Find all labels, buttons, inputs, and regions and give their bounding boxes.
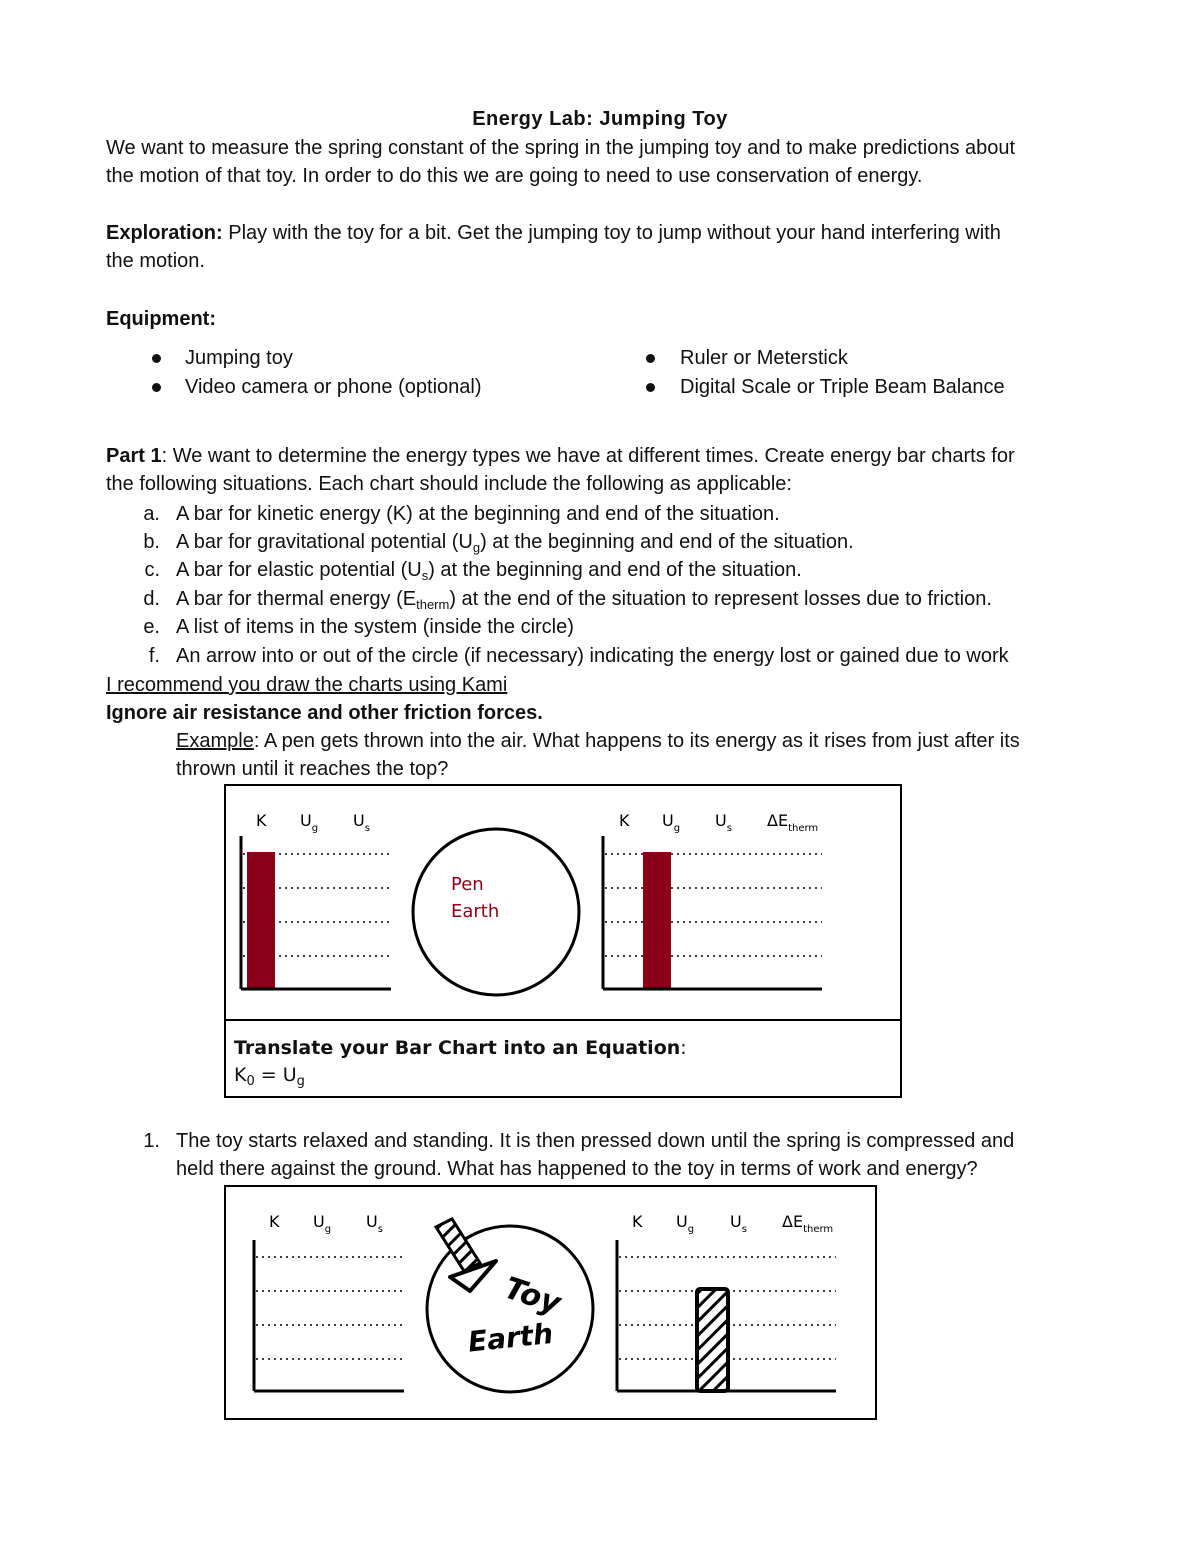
label-ug [313, 1212, 331, 1235]
label-k: K [269, 1212, 280, 1231]
eq-k: K [234, 1064, 247, 1086]
label-sub: therm [788, 823, 819, 834]
exploration-label: Exploration: [106, 222, 223, 244]
exploration-text: Play with the toy for a bit. Get the jumping toy to jump without your hand interfering with [222, 222, 1001, 244]
label-sub: therm [803, 1224, 834, 1235]
list-text: A bar for gravitational potential (U [176, 531, 473, 553]
page-title: Energy Lab: Jumping Toy [472, 108, 728, 130]
label-text: U [662, 811, 674, 830]
question1-line-1: The toy starts relaxed and standing. It is then pressed down until the spring is compressed and [176, 1130, 1015, 1152]
list-text: A bar for kinetic energy (K) at the beginning and end of the situation. [176, 503, 780, 525]
list-text: ) at the beginning and end of the situation. [428, 559, 802, 581]
list-letter: f. [148, 645, 160, 667]
equation-label-text: Translate your Bar Chart into an Equation [234, 1037, 681, 1059]
list-letter: e. [143, 616, 160, 638]
list-item-a [176, 500, 780, 528]
list-item-d [176, 585, 992, 613]
label-us [730, 1212, 747, 1235]
equipment-item: Video camera or phone (optional) [185, 376, 482, 398]
question1-before-chart [254, 1212, 404, 1391]
example-after-chart [603, 811, 822, 989]
system-item-pen: Pen [451, 874, 484, 895]
label-text: ΔE [782, 1212, 804, 1231]
list-text: ) at the end of the situation to represent losses due to friction. [449, 588, 992, 610]
eq-rest: = U [254, 1064, 297, 1086]
label-k: K [619, 811, 630, 830]
list-text: A bar for elastic potential (U [176, 559, 422, 581]
equation-label [234, 1037, 687, 1059]
label-text: U [313, 1212, 325, 1231]
label-eth [767, 811, 818, 834]
part1-paragraph [106, 442, 1015, 470]
example-text: : A pen gets thrown into the air. What happens to its energy as it rises from just after its [253, 730, 1020, 752]
bars [697, 1289, 728, 1391]
list-text: A list of items in the system (inside the circle) [176, 616, 574, 638]
label-text: ΔE [767, 811, 789, 830]
list-letter: d. [143, 588, 160, 610]
equipment-item: Jumping toy [185, 347, 293, 369]
bar-Us [697, 1289, 728, 1391]
equation-value [234, 1064, 305, 1089]
bullet-icon [152, 354, 161, 363]
question1-after-chart [617, 1212, 836, 1391]
list-text: ) at the beginning and end of the situation. [480, 531, 854, 553]
intro-line-1: We want to measure the spring constant of the spring in the jumping toy and to make predictions about [106, 137, 1016, 159]
label-text: U [730, 1212, 742, 1231]
handwritten-earth: Earth [466, 1316, 555, 1359]
list-text: An arrow into or out of the circle (if necessary) indicating the energy lost or gained due to work [176, 645, 1009, 667]
bullet-icon [646, 383, 655, 392]
label-eth [782, 1212, 833, 1235]
label-ug [676, 1212, 694, 1235]
equipment-label: Equipment: [106, 308, 216, 330]
list-item-f [176, 642, 1009, 670]
subscript: therm [416, 597, 450, 612]
label-ug [300, 811, 318, 834]
question-number: 1. [143, 1130, 160, 1152]
bars [643, 852, 671, 989]
example-before-chart [241, 811, 391, 989]
bullet-icon [152, 383, 161, 392]
label-text: U [353, 811, 365, 830]
exploration-line-2: the motion. [106, 250, 205, 272]
part1-label: Part 1 [106, 445, 162, 467]
part1-text: : We want to determine the energy types we have at different times. Create energy bar charts for [161, 445, 1015, 467]
label-sub: s [377, 1224, 383, 1235]
bars [247, 852, 275, 989]
label-sub: s [741, 1224, 747, 1235]
gridlines [605, 854, 822, 956]
label-k: K [632, 1212, 643, 1231]
label-text: U [366, 1212, 378, 1231]
label-sub: g [673, 823, 681, 834]
label-sub: s [726, 823, 732, 834]
label-sub: g [324, 1224, 332, 1235]
exploration-paragraph [106, 219, 1001, 247]
example-chart-svg [224, 784, 902, 1020]
recommend-note: I recommend you draw the charts using Kami [106, 674, 508, 696]
equipment-item: Digital Scale or Triple Beam Balance [680, 376, 1005, 398]
example-label: Example [176, 730, 254, 752]
bar-Ug [643, 852, 671, 989]
intro-line-2: the motion of that toy. In order to do this we are going to need to use conservation of energy. [106, 165, 923, 187]
label-us [366, 1212, 383, 1235]
label-sub: g [687, 1224, 695, 1235]
handwritten-toy: Toy [500, 1270, 565, 1322]
label-us [715, 811, 732, 834]
label-text: U [676, 1212, 688, 1231]
system-item-earth: Earth [451, 901, 500, 922]
example-line-2: thrown until it reaches the top? [176, 758, 449, 780]
question1-line-2: held there against the ground. What has happened to the toy in terms of work and energy? [176, 1158, 978, 1180]
subscript: g [472, 540, 481, 555]
example-paragraph [176, 727, 1020, 755]
label-sub: g [311, 823, 319, 834]
label-ug [662, 811, 680, 834]
eq-ug-sub: g [296, 1074, 305, 1089]
label-text: U [715, 811, 727, 830]
subscript: s [421, 568, 429, 583]
list-letter: b. [143, 531, 160, 553]
list-letter: a. [143, 503, 160, 525]
list-item-e [176, 613, 574, 641]
bullet-icon [646, 354, 655, 363]
eq-k-sub: 0 [246, 1074, 255, 1089]
bar-K [247, 852, 275, 989]
equipment-item: Ruler or Meterstick [680, 347, 848, 369]
gridlines [256, 1257, 404, 1359]
part1-line-2: the following situations. Each chart should include the following as applicable: [106, 473, 792, 495]
ignore-note: Ignore air resistance and other friction forces. [106, 702, 543, 724]
list-letter: c. [144, 559, 160, 581]
equation-colon: : [680, 1037, 687, 1059]
list-item-c [176, 556, 802, 584]
list-item-b [176, 528, 854, 556]
question1-chart-svg [224, 1185, 877, 1420]
list-text: A bar for thermal energy (E [176, 588, 417, 610]
label-sub: s [364, 823, 370, 834]
label-us [353, 811, 370, 834]
label-text: U [300, 811, 312, 830]
label-k: K [256, 811, 267, 830]
